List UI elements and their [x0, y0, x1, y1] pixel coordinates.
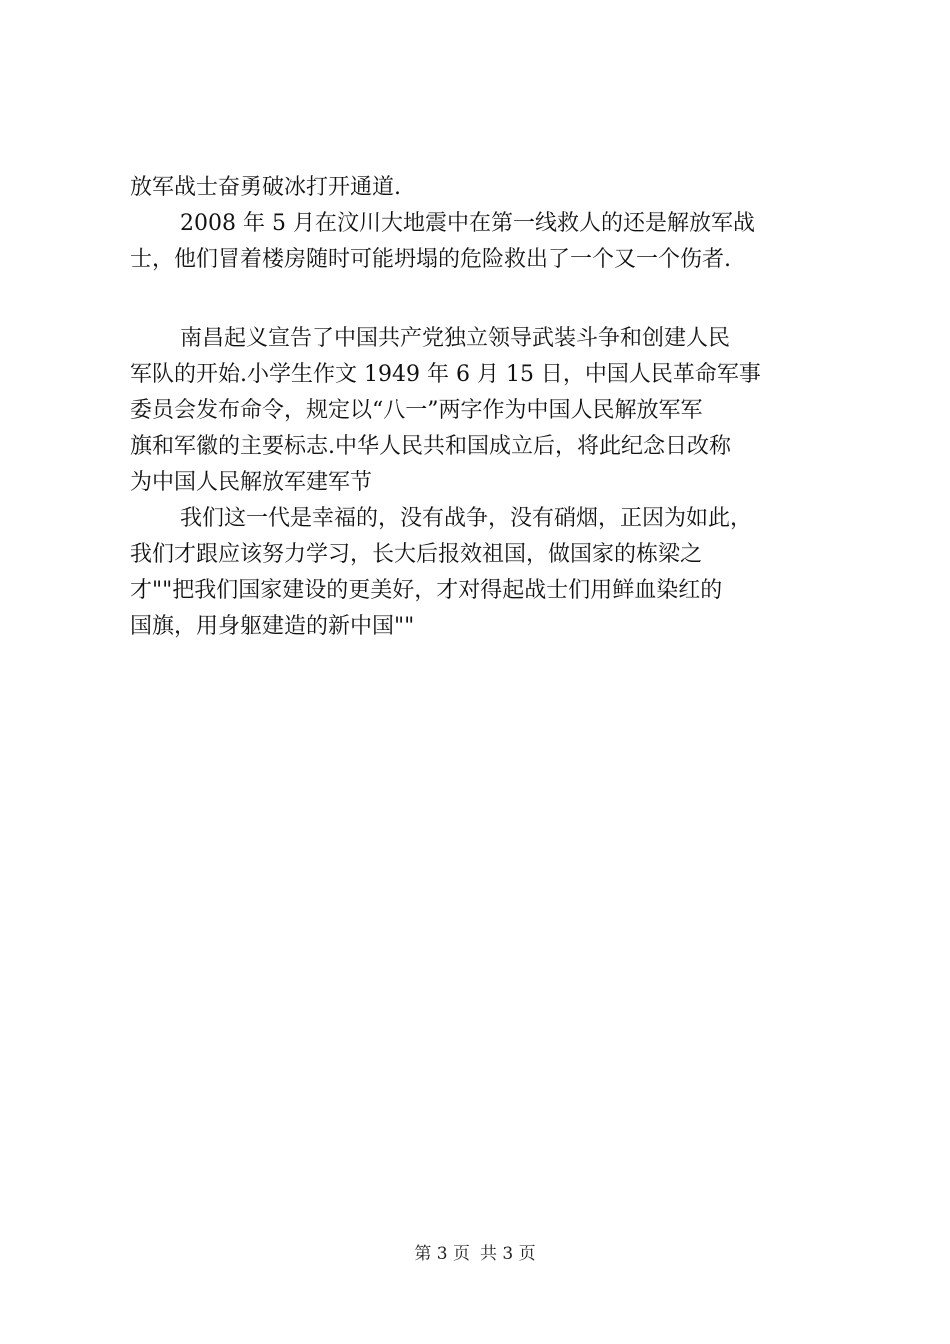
text-line: 2008 年 5 月在汶川大地震中在第一线救人的还是解放军战 [180, 211, 755, 236]
text-line: 才""把我们国家建设的更美好，才对得起战士们用鲜血染红的 [130, 578, 723, 603]
text-line: 放军战士奋勇破冰打开通道. [130, 175, 401, 200]
text-line: 我们才跟应该努力学习，长大后报效祖国，做国家的栋梁之 [130, 542, 703, 567]
page-total: 共 3 页 [480, 1244, 536, 1264]
text-line: 委员会发布命令，规定以“八一”两字作为中国人民解放军军 [130, 398, 703, 423]
page-number: 第 3 页 [414, 1244, 470, 1264]
document-body [130, 170, 830, 645]
paragraph-wenchuan [130, 206, 830, 278]
paragraph-continuation [130, 170, 830, 206]
page-footer [0, 1242, 950, 1266]
text-line: 国旗，用身躯建造的新中国"" [130, 614, 415, 639]
text-line: 为中国人民解放军建军节 [130, 470, 373, 495]
paragraph-gap [130, 278, 830, 321]
paragraph-generation [130, 501, 830, 645]
paragraph-nanchang [130, 321, 830, 501]
text-line: 士，他们冒着楼房随时可能坍塌的危险救出了一个又一个伤者. [130, 247, 731, 272]
text-line: 我们这一代是幸福的，没有战争，没有硝烟，正因为如此， [180, 506, 753, 531]
text-line: 南昌起义宣告了中国共产党独立领导武装斗争和创建人民 [180, 326, 731, 351]
text-line: 军队的开始.小学生作文 1949 年 6 月 15 日，中国人民革命军事 [130, 362, 761, 387]
text-line: 旗和军徽的主要标志.中华人民共和国成立后，将此纪念日改称 [130, 434, 731, 459]
